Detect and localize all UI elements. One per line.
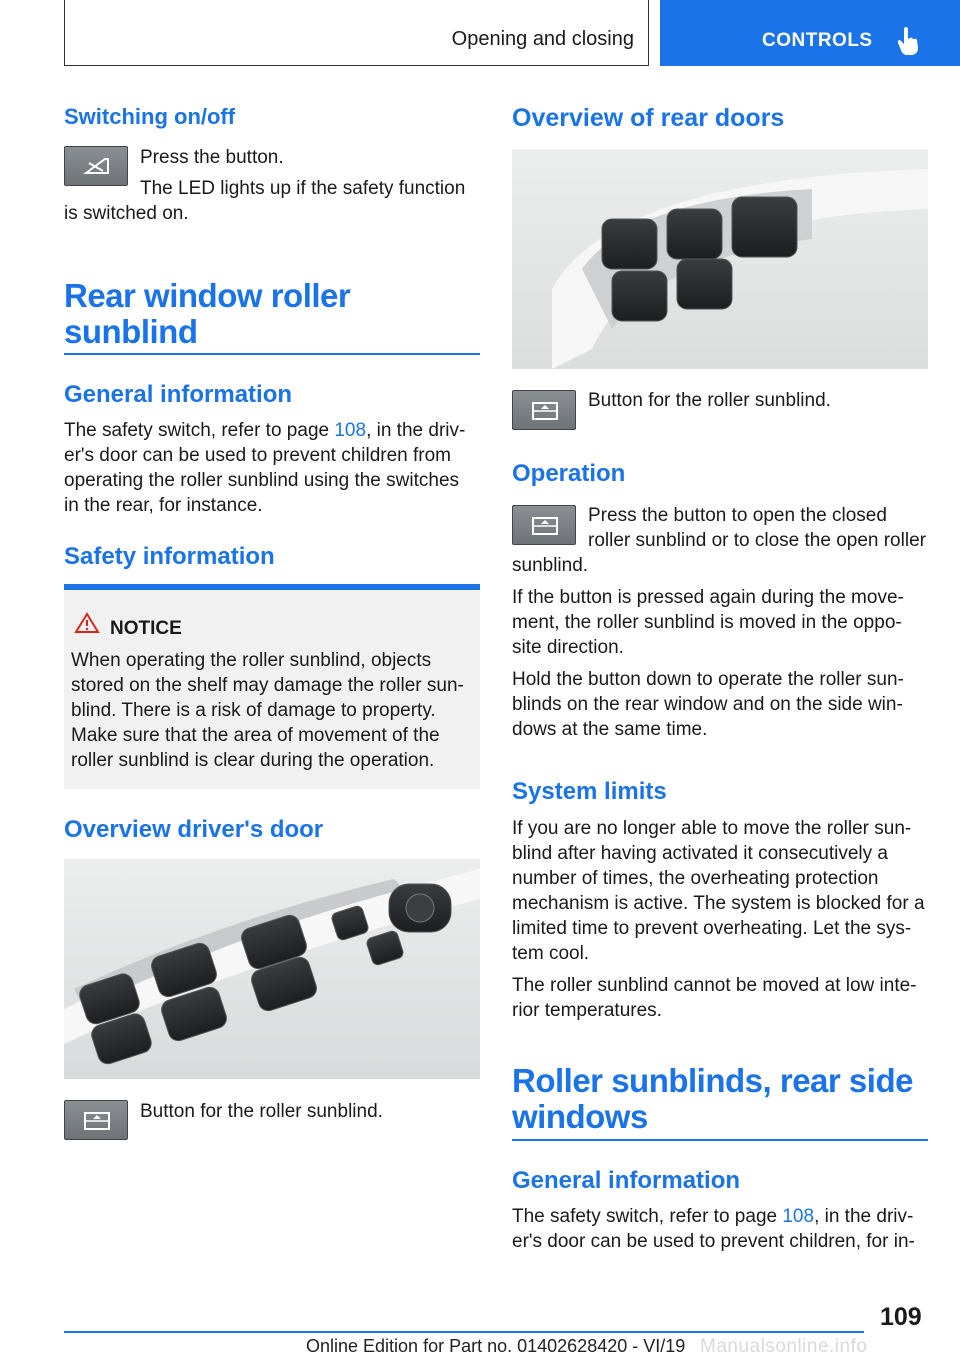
general-line-2: er's door can be used to prevent children from bbox=[64, 445, 452, 466]
roller-sunblind-icon bbox=[83, 1109, 111, 1131]
watermark-logo: Manualsonline.info bbox=[700, 1336, 868, 1357]
gen2-line-2: er's door can be used to prevent children, for in‐ bbox=[512, 1231, 915, 1252]
op-line-7: Hold the button down to operate the roller sun‐ bbox=[512, 669, 904, 690]
safety-switch-button-icon bbox=[64, 146, 128, 186]
warning-triangle-icon bbox=[74, 612, 100, 634]
roller-sunblind-icon bbox=[531, 399, 559, 421]
op-line-8: blinds on the rear window and on the side win‐ bbox=[512, 694, 903, 715]
lim-line-5: limited time to prevent overheating. Let the sys‐ bbox=[512, 918, 912, 939]
rear-door-photo bbox=[512, 149, 928, 369]
system-limits-heading: System limits bbox=[512, 778, 667, 805]
heading-rule-2 bbox=[512, 1139, 928, 1141]
page-link-108[interactable]: 108 bbox=[334, 420, 367, 441]
lim-line-8: rior temperatures. bbox=[512, 1000, 662, 1021]
driver-door-photo bbox=[64, 859, 480, 1079]
notice-body: When operating the roller sunblind, objects stored on the shelf may damage the roller sun‐ blind. There is a risk of damage to property. Make sure that the area of movement of the roller sunblind is clear during the operation. bbox=[71, 650, 464, 771]
rear-window-heading-l1: Rear window roller bbox=[64, 277, 351, 314]
page-link-108-b[interactable]: 108 bbox=[782, 1206, 815, 1227]
general-line-1: The safety switch, refer to page 108, in the driv‐ bbox=[64, 420, 466, 441]
chapter-tab[interactable] bbox=[660, 0, 960, 66]
rear-doors-heading: Overview of rear doors bbox=[512, 104, 785, 132]
switching-p2a: The LED lights up if the safety function bbox=[140, 178, 466, 199]
side-windows-heading-l2: windows bbox=[512, 1098, 648, 1135]
general-info-heading-2: General information bbox=[512, 1167, 741, 1194]
footer-rule bbox=[64, 1331, 864, 1333]
switching-p1: Press the button. bbox=[140, 147, 284, 168]
heading-rule bbox=[64, 353, 480, 355]
notice-title: NOTICE bbox=[110, 618, 182, 639]
hand-pointer-icon bbox=[896, 26, 920, 56]
general-line-4: in the rear, for instance. bbox=[64, 495, 263, 516]
op-line-9: dows at the same time. bbox=[512, 719, 708, 740]
rear-window-heading-l2: sunblind bbox=[64, 313, 198, 350]
op-line-5: ment, the roller sunblind is moved in the oppo‐ bbox=[512, 612, 902, 633]
operation-heading: Operation bbox=[512, 460, 626, 487]
lim-line-2: blind after having activated it consecutively a bbox=[512, 843, 888, 864]
op-line-3: sunblind. bbox=[512, 555, 589, 576]
notice-box bbox=[64, 584, 480, 789]
op-line-6: site direction. bbox=[512, 637, 624, 658]
switching-p2b: is switched on. bbox=[64, 203, 189, 224]
lim-line-7: The roller sunblind cannot be moved at low inte‐ bbox=[512, 975, 917, 996]
sunblind-button-icon-operation bbox=[512, 505, 576, 545]
driver-caption: Button for the roller sunblind. bbox=[140, 1101, 383, 1122]
op-line-2: roller sunblind or to close the open roller bbox=[588, 530, 926, 551]
driver-door-heading: Overview driver's door bbox=[64, 816, 324, 843]
lim-line-3: number of times, the overheating protection bbox=[512, 868, 879, 889]
window-lock-icon bbox=[83, 155, 111, 177]
general-line-3: operating the roller sunblind using the switches bbox=[64, 470, 460, 491]
rear-caption: Button for the roller sunblind. bbox=[588, 390, 831, 411]
lim-line-4: mechanism is active. The system is blocked for a bbox=[512, 893, 925, 914]
section-title: Opening and closing bbox=[451, 28, 634, 50]
lim-line-6: tem cool. bbox=[512, 943, 590, 964]
sunblind-button-icon bbox=[64, 1100, 128, 1140]
chapter-title: CONTROLS bbox=[762, 30, 873, 51]
general-info-heading: General information bbox=[64, 381, 293, 408]
footer-edition: Online Edition for Part no. 01402628420 - VI/19 bbox=[306, 1336, 686, 1356]
safety-info-heading: Safety information bbox=[64, 543, 275, 570]
switching-heading: Switching on/off bbox=[64, 104, 236, 129]
sunblind-button-icon-rear bbox=[512, 390, 576, 430]
header-section-box bbox=[64, 0, 649, 66]
side-windows-heading-l1: Roller sunblinds, rear side bbox=[512, 1062, 913, 1099]
lim-line-1: If you are no longer able to move the roller sun‐ bbox=[512, 818, 912, 839]
op-line-1: Press the button to open the closed bbox=[588, 505, 887, 526]
roller-sunblind-icon bbox=[531, 514, 559, 536]
gen2-line-1: The safety switch, refer to page 108, in the driv‐ bbox=[512, 1206, 914, 1227]
op-line-4: If the button is pressed again during the move‐ bbox=[512, 587, 904, 608]
page-number: 109 bbox=[880, 1303, 922, 1331]
